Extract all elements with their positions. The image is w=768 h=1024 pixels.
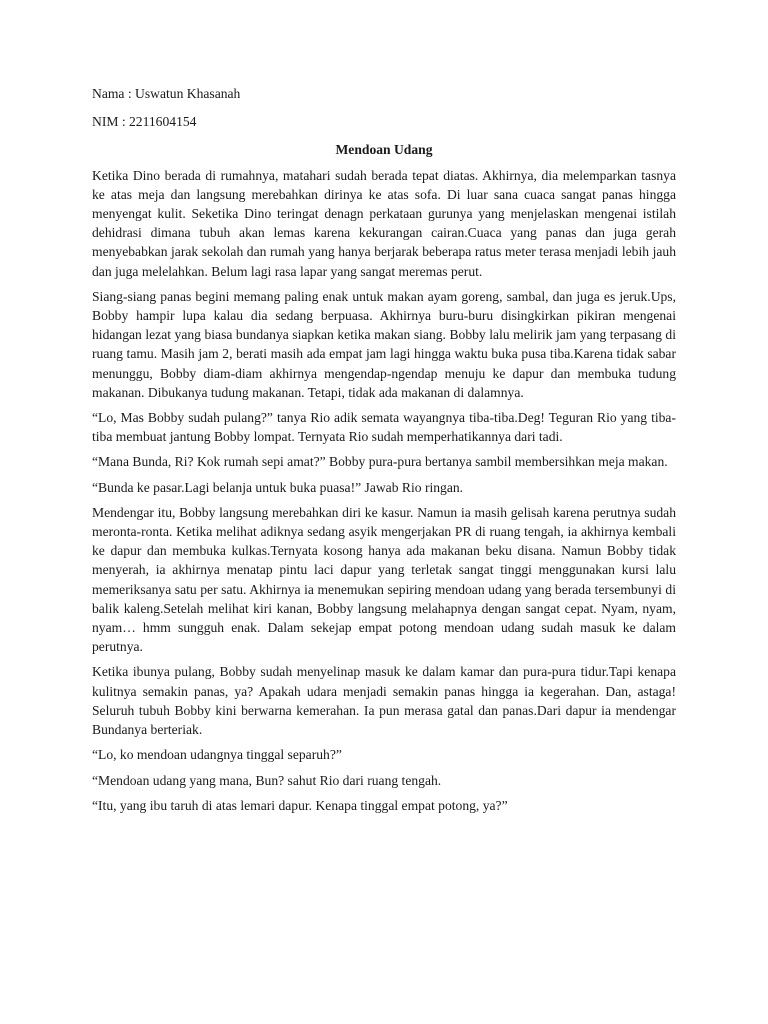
paragraph-1: Ketika Dino berada di rumahnya, matahari sudah berada tepat diatas. Akhirnya, dia melemparkan tasnya ke atas meja dan langsung merebahkan dirinya ke atas sofa. Di luar sana cuaca sangat panas hingga menyengat kulit. Seketika Dino teringat denagn perkataan gurunya yang menjelaskan mengenai istilah dehidrasi dimana tubuh akan lemas karena kekurangan cairan.Cuaca yang panas dan juga gerah menyebabkan jarak sekolah dan rumah yang hanya berjarak beberapa ratus meter terasa menjadi lebih jauh dan juga melelahkan. Belum lagi rasa lapar yang sangat meremas perut. xyxy=(92,167,676,279)
paragraph-10: “Itu, yang ibu taruh di atas lemari dapur. Kenapa tinggal empat potong, ya?” xyxy=(92,797,508,813)
paragraph-7: Ketika ibunya pulang, Bobby sudah menyelinap masuk ke dalam kamar dan pura-pura tidur.Tapi kenapa kulitnya semakin panas, ya? Apakah udara menjadi semakin panas hingga ia kegerahan. Dan, astaga! Seluruh tubuh Bobby kini berwarna kemerahan. Ia pun merasa gatal dan panas.Dari dapur ia mendengar Bundanya berteriak. xyxy=(92,664,676,738)
paragraph-6: Mendengar itu, Bobby langsung merebahkan diri ke kasur. Namun ia masih gelisah karena perutnya sudah meronta-ronta. Ketika melihat adiknya sedang asyik mengerjakan PR di ruang tengah, ia akhirnya kembali ke dapur dan membuka kulkas.Ternyata kosong hanya ada makanan beku disana. Namun Bobby tidak menyerah, ia akhirnya menatap pintu laci dapur yang terletak sangat tinggi menggunakan kursi lalu memeriksanya satu per satu. Akhirnya ia menemukan sepiring mendoan udang yang berada tersembunyi di balik kaleng.Setelah melihat kiri kanan, Bobby langsung melahapnya dengan sangat cepat. Nyam, nyam, nyam… hmm sungguh enak. Dalam sekejap empat potong mendoan udang sudah masuk ke dalam perutnya. xyxy=(92,504,676,655)
paragraph-8: “Lo, ko mendoan udangnya tinggal separuh?” xyxy=(92,747,342,763)
paragraph-2: Siang-siang panas begini memang paling enak untuk makan ayam goreng, sambal, dan juga es jeruk.Ups, Bobby hampir lupa kalau dia sedang berpuasa. Akhirnya buru-buru disingkirkan pikiran mengenai hidangan lezat yang biasa bundanya siapkan ketika makan siang. Bobby lalu melirik jam yang terpasang di ruang tamu. Masih jam 2, berati masih ada empat jam lagi hingga waktu buka pusa tiba.Karena tidak sabar menunggu, Bobby diam-diam akhirnya mengendap-ngendap menuju ke dapur dan membuka tudung makanan. Dibukanya tudung makanan. Tetapi, tidak ada makanan di dalamnya. xyxy=(92,288,676,400)
paragraph-9: “Mendoan udang yang mana, Bun? sahut Rio dari ruang tengah. xyxy=(92,772,442,788)
document-page xyxy=(92,84,676,821)
story-title: Mendoan Udang xyxy=(335,142,433,158)
student-name: Nama : Uswatun Khasanah xyxy=(92,86,241,101)
paragraph-5: “Bunda ke pasar.Lagi belanja untuk buka puasa!” Jawab Rio ringan. xyxy=(92,479,464,495)
student-nim: NIM : 2211604154 xyxy=(92,114,197,130)
paragraph-3: “Lo, Mas Bobby sudah pulang?” tanya Rio adik semata wayangnya tiba-tiba.Deg! Teguran Rio yang tiba-tiba membuat jantung Bobby lompat. Ternyata Rio sudah memperhatikannya dari tadi. xyxy=(92,410,676,445)
paragraph-4: “Mana Bunda, Ri? Kok rumah sepi amat?” Bobby pura-pura bertanya sambil membersihkan meja makan. xyxy=(92,454,668,470)
